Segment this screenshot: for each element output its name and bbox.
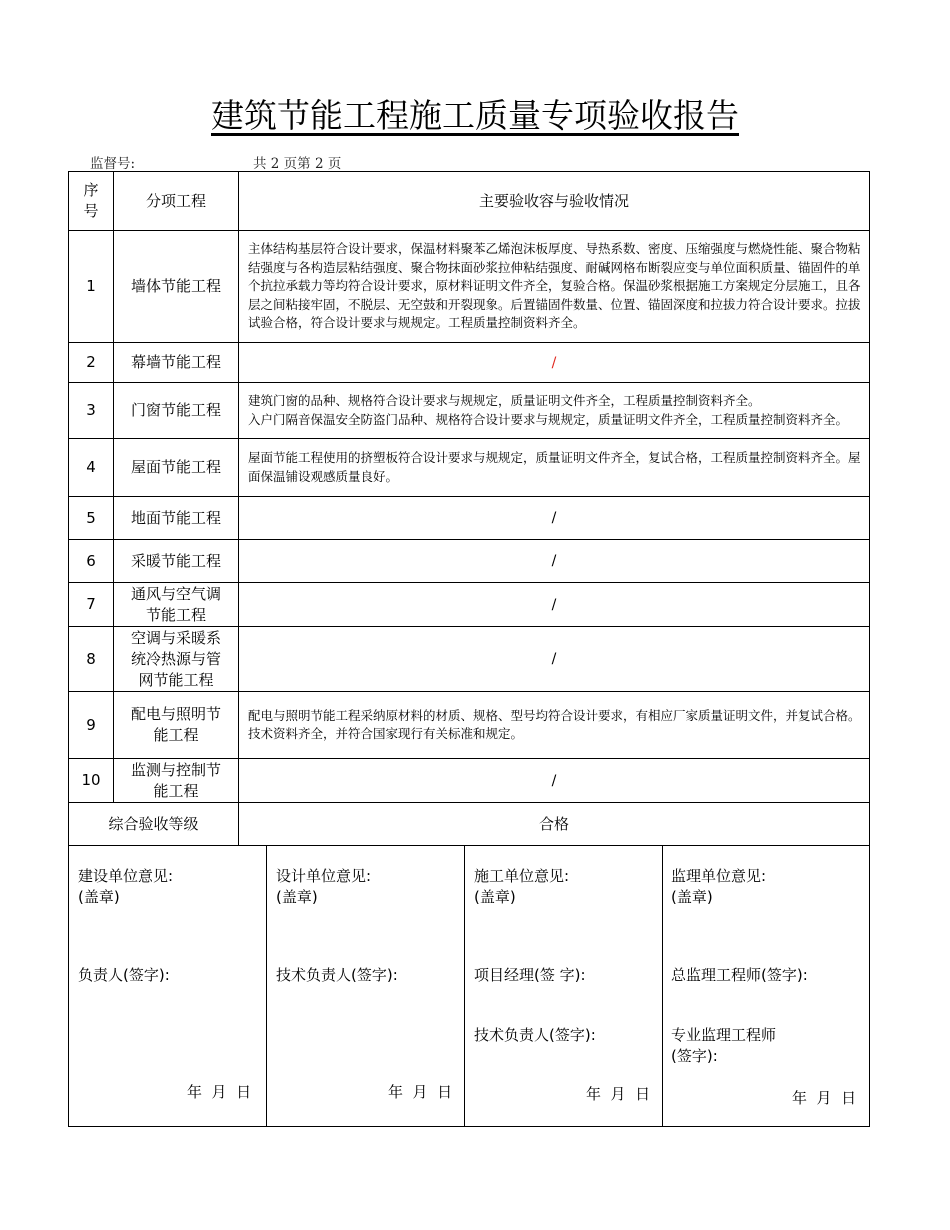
table-row xyxy=(69,583,870,627)
page-info: 共 2 页第 2 页 xyxy=(253,156,342,172)
builder-unit-date: 年 月 日 xyxy=(586,1085,651,1103)
acceptance-table xyxy=(68,171,870,1127)
builder-unit-seal: (盖章) xyxy=(474,888,516,906)
summary-label: 综合验收等级 xyxy=(69,803,239,846)
row-desc: / xyxy=(239,540,870,583)
supervisor-unit-signer2-line2: (签字): xyxy=(671,1047,718,1065)
design-unit-title: 设计单位意见: xyxy=(276,867,372,885)
supervisor-unit-title: 监理单位意见: xyxy=(671,867,767,885)
design-unit-seal: (盖章) xyxy=(276,888,318,906)
table-header-row xyxy=(69,172,870,231)
row-desc: / xyxy=(239,627,870,692)
builder-unit-title: 施工单位意见: xyxy=(474,867,570,885)
table-row xyxy=(69,627,870,692)
table-row xyxy=(69,383,870,439)
row-seq: 2 xyxy=(69,343,114,383)
row-seq: 8 xyxy=(69,627,114,692)
row-item: 门窗节能工程 xyxy=(114,383,239,439)
row-item: 墙体节能工程 xyxy=(114,231,239,343)
row-item: 配电与照明节能工程 xyxy=(114,692,239,759)
construction-unit-seal: (盖章) xyxy=(78,888,120,906)
summary-value: 合格 xyxy=(239,803,870,846)
header-content: 主要验收容与验收情况 xyxy=(239,172,870,231)
table-row xyxy=(69,497,870,540)
table-row xyxy=(69,540,870,583)
row-seq: 5 xyxy=(69,497,114,540)
supervisor-unit-signer: 总监理工程师(签字): xyxy=(671,966,808,984)
row-desc: / xyxy=(239,583,870,627)
row-item: 监测与控制节能工程 xyxy=(114,759,239,803)
signature-row xyxy=(69,846,870,1127)
table-row xyxy=(69,692,870,759)
table-row xyxy=(69,343,870,383)
design-unit-date: 年 月 日 xyxy=(388,1083,453,1101)
builder-unit-signer: 项目经理(签 字): xyxy=(474,966,586,984)
design-unit-cell xyxy=(267,846,465,1127)
row-desc: 屋面节能工程使用的挤塑板符合设计要求与规规定，质量证明文件齐全，复试合格，工程质量控制资料齐全。屋面保温铺设观感质量良好。 xyxy=(239,439,870,497)
row-seq: 9 xyxy=(69,692,114,759)
report-title: 建筑节能工程施工质量专项验收报告 xyxy=(211,96,739,135)
row-desc: / xyxy=(239,343,870,383)
construction-unit-title: 建设单位意见: xyxy=(78,867,174,885)
summary-row xyxy=(69,803,870,846)
supervision-number-label: 监督号: xyxy=(90,156,136,172)
supervisor-unit-cell xyxy=(663,846,870,1127)
row-desc: 主体结构基层符合设计要求，保温材料聚苯乙烯泡沫板厚度、导热系数、密度、压缩强度与燃烧性能、聚合物粘结强度与各构造层粘结强度、聚合物抹面砂浆拉伸粘结强度、耐碱网格布断裂应变与单位面积质量、锚固件的单个抗拉承载力等均符合设计要求，原材料证明文件齐全，复验合格。保温砂浆根据施工方案规定分层施工，且各层之间粘接牢固，不脱层、无空鼓和开裂现象。后置锚固件数量、位置、锚固深度和拉拔力符合设计要求。拉拔试验合格，符合设计要求与规规定。工程质量控制资料齐全。 xyxy=(239,231,870,343)
row-desc: 配电与照明节能工程采纳原材料的材质、规格、型号均符合设计要求，有相应厂家质量证明文件，并复试合格。技术资料齐全，并符合国家现行有关标准和规定。 xyxy=(239,692,870,759)
builder-unit-signer2: 技术负责人(签字): xyxy=(474,1026,596,1044)
row-item: 通风与空气调节能工程 xyxy=(114,583,239,627)
construction-unit-date: 年 月 日 xyxy=(187,1083,252,1101)
construction-unit-signer: 负责人(签字): xyxy=(78,966,170,984)
row-desc: 建筑门窗的品种、规格符合设计要求与规规定，质量证明文件齐全，工程质量控制资料齐全。 入户门隔音保温安全防盗门品种、规格符合设计要求与规规定，质量证明文件齐全，工程质量控制资料齐全。 xyxy=(239,383,870,439)
row-seq: 10 xyxy=(69,759,114,803)
row-seq: 3 xyxy=(69,383,114,439)
row-item: 采暖节能工程 xyxy=(114,540,239,583)
row-seq: 7 xyxy=(69,583,114,627)
table-row xyxy=(69,439,870,497)
row-item: 地面节能工程 xyxy=(114,497,239,540)
row-item: 幕墙节能工程 xyxy=(114,343,239,383)
row-item: 空调与采暖系统冷热源与管网节能工程 xyxy=(114,627,239,692)
supervisor-unit-signer2-line1: 专业监理工程师 xyxy=(671,1026,777,1044)
supervisor-unit-seal: (盖章) xyxy=(671,888,713,906)
construction-unit-cell xyxy=(69,846,267,1127)
row-desc: / xyxy=(239,759,870,803)
header-item: 分项工程 xyxy=(114,172,239,231)
row-seq: 1 xyxy=(69,231,114,343)
table-row xyxy=(69,759,870,803)
design-unit-signer: 技术负责人(签字): xyxy=(276,966,398,984)
row-seq: 6 xyxy=(69,540,114,583)
row-item: 屋面节能工程 xyxy=(114,439,239,497)
row-seq: 4 xyxy=(69,439,114,497)
header-seq: 序号 xyxy=(69,172,114,231)
row-desc: / xyxy=(239,497,870,540)
builder-unit-cell xyxy=(465,846,663,1127)
supervisor-unit-date: 年 月 日 xyxy=(792,1089,857,1107)
table-row xyxy=(69,231,870,343)
